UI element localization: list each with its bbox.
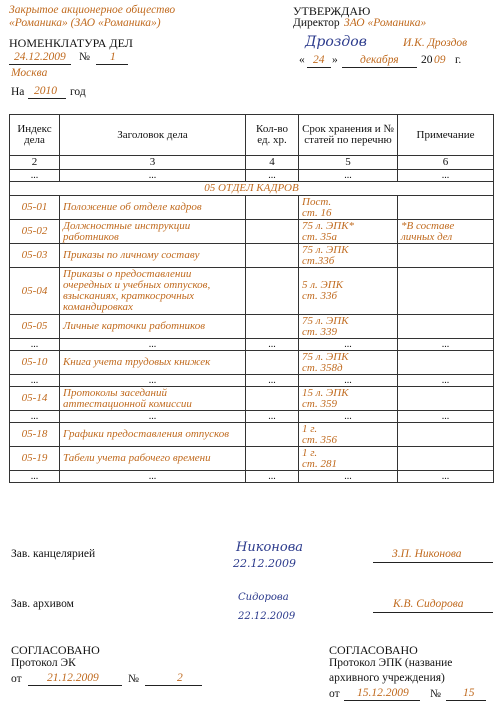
year-suffix: год — [70, 86, 86, 98]
section-row — [10, 182, 494, 196]
approve-year-unit: г. — [455, 54, 462, 66]
dots-cell: ... — [398, 339, 494, 351]
table-body — [10, 156, 494, 483]
doc-number-label: № — [79, 51, 90, 63]
case-note — [398, 423, 494, 447]
agreed-right-protocol-line2: архивного учреждения) — [329, 672, 445, 684]
case-index: 05-01 — [10, 196, 60, 220]
dots-cell: ... — [60, 411, 246, 423]
approve-month-line — [342, 67, 417, 68]
dots-cell: ... — [299, 170, 398, 182]
case-note — [398, 387, 494, 411]
dots-cell: ... — [60, 471, 246, 483]
year-line — [28, 98, 66, 99]
case-title: Личные карточки работников — [60, 315, 246, 339]
dots-cell: ... — [60, 375, 246, 387]
table-row — [10, 387, 494, 411]
approve-day-line — [307, 67, 331, 68]
doc-title: НОМЕНКЛАТУРА ДЕЛ — [9, 36, 133, 50]
case-count — [246, 447, 299, 471]
dots-row — [10, 170, 494, 182]
agreed-right-date-line — [344, 700, 420, 701]
dots-cell: ... — [299, 375, 398, 387]
archive-head-signature: Сидорова — [238, 592, 289, 603]
office-head-name: З.П. Никонова — [392, 548, 462, 560]
column-number: 2 — [10, 156, 60, 170]
director-name: И.К. Дроздов — [403, 37, 468, 49]
dots-cell: ... — [10, 471, 60, 483]
dots-cell: ... — [10, 411, 60, 423]
year-prefix: На — [11, 86, 25, 98]
agreed-right-from: от — [329, 688, 340, 700]
case-count — [246, 244, 299, 268]
agreed-left-no-label: № — [128, 673, 139, 685]
office-head-label: Зав. канцелярией — [11, 548, 96, 560]
doc-city: Москва — [11, 67, 48, 79]
agreed-left-title: СОГЛАСОВАНО — [11, 643, 100, 657]
case-count — [246, 423, 299, 447]
case-term: Пост. ст. 16 — [299, 196, 398, 220]
case-term: 75 л. ЭПК* ст. 35а — [299, 220, 398, 244]
dots-row — [10, 411, 494, 423]
case-index: 05-18 — [10, 423, 60, 447]
director-signature: Дроздов — [305, 34, 367, 50]
case-term: 75 л. ЭПК ст.33б — [299, 244, 398, 268]
case-term: 75 л. ЭПК ст. 339 — [299, 315, 398, 339]
dots-row — [10, 375, 494, 387]
approve-month: декабря — [360, 54, 399, 66]
case-title: Книга учета трудовых книжек — [60, 351, 246, 375]
case-count — [246, 387, 299, 411]
dots-cell: ... — [299, 471, 398, 483]
approve-date-quote-open: « — [299, 54, 305, 66]
case-title: Приказы по личному составу — [60, 244, 246, 268]
case-title: Приказы о предоставлении очередных и учебных отпусков, взысканиях, краткосрочных командировках — [60, 268, 246, 315]
dots-cell: ... — [398, 471, 494, 483]
header-title: Заголовок дела — [60, 115, 246, 156]
case-term: 1 г. ст. 281 — [299, 447, 398, 471]
table-row — [10, 220, 494, 244]
table-header-row — [10, 115, 494, 156]
doc-date: 24.12.2009 — [14, 51, 66, 63]
dots-cell: ... — [299, 339, 398, 351]
case-term: 75 л. ЭПК ст. 358д — [299, 351, 398, 375]
table-row — [10, 447, 494, 471]
section-title: 05 ОТДЕЛ КАДРОВ — [10, 182, 494, 196]
case-note — [398, 268, 494, 315]
dots-cell: ... — [246, 375, 299, 387]
case-index: 05-19 — [10, 447, 60, 471]
dots-cell: ... — [398, 375, 494, 387]
agreed-right-no-line — [446, 700, 486, 701]
case-index: 05-03 — [10, 244, 60, 268]
column-number: 3 — [60, 156, 246, 170]
agreed-left-no: 2 — [177, 672, 183, 684]
case-title: Протоколы заседаний аттестационной комиссии — [60, 387, 246, 411]
case-note — [398, 447, 494, 471]
dots-row — [10, 339, 494, 351]
agreed-right-no: 15 — [463, 687, 475, 699]
agreed-left-no-line — [145, 685, 202, 686]
doc-number: 1 — [110, 51, 116, 63]
dots-cell: ... — [246, 411, 299, 423]
doc-number-line — [96, 64, 128, 65]
case-note — [398, 244, 494, 268]
case-count — [246, 351, 299, 375]
case-term: 15 л. ЭПК ст. 359 — [299, 387, 398, 411]
table-row — [10, 244, 494, 268]
dots-cell: ... — [10, 375, 60, 387]
case-index: 05-10 — [10, 351, 60, 375]
org-name-line2: «Романика» (ЗАО «Романика») — [9, 17, 161, 29]
column-numbers-row — [10, 156, 494, 170]
case-index: 05-04 — [10, 268, 60, 315]
case-note — [398, 196, 494, 220]
dots-row — [10, 471, 494, 483]
case-term: 5 л. ЭПК ст. 33б — [299, 268, 398, 315]
approve-director-org: ЗАО «Романика» — [344, 17, 427, 29]
nomenclature-table — [9, 114, 494, 483]
dots-cell: ... — [246, 471, 299, 483]
case-title: Положение об отделе кадров — [60, 196, 246, 220]
case-note — [398, 315, 494, 339]
dots-cell: ... — [60, 339, 246, 351]
agreed-right-date: 15.12.2009 — [357, 687, 409, 699]
doc-date-line — [9, 64, 71, 65]
header-index: Индекс дела — [10, 115, 60, 156]
case-title: Табели учета рабочего времени — [60, 447, 246, 471]
case-note — [398, 351, 494, 375]
approve-year-prefix: 20 — [421, 54, 433, 66]
agreed-right-no-label: № — [430, 688, 441, 700]
table-row — [10, 423, 494, 447]
case-index: 05-14 — [10, 387, 60, 411]
header-term: Срок хранения и № статей по перечню — [299, 115, 398, 156]
dots-cell: ... — [299, 411, 398, 423]
case-note: *В составе личных дел — [398, 220, 494, 244]
approve-director-label: Директор — [293, 17, 340, 29]
dots-cell: ... — [10, 170, 60, 182]
case-count — [246, 268, 299, 315]
approve-date-quote-close: » — [332, 54, 338, 66]
column-number: 5 — [299, 156, 398, 170]
dots-cell: ... — [60, 170, 246, 182]
case-index: 05-05 — [10, 315, 60, 339]
agreed-right-title: СОГЛАСОВАНО — [329, 643, 418, 657]
org-name-line1: Закрытое акционерное общество — [9, 4, 176, 16]
table-row — [10, 351, 494, 375]
approve-year: 09 — [434, 54, 446, 66]
case-title: Должностные инструкции работников — [60, 220, 246, 244]
agreed-left-protocol: Протокол ЭК — [11, 657, 76, 669]
approve-title: УТВЕРЖДАЮ — [293, 4, 371, 18]
case-term: 1 г. ст. 356 — [299, 423, 398, 447]
case-count — [246, 220, 299, 244]
column-number: 4 — [246, 156, 299, 170]
approve-day: 24 — [313, 54, 325, 66]
case-count — [246, 196, 299, 220]
table-row — [10, 196, 494, 220]
dots-cell: ... — [246, 339, 299, 351]
archive-head-line — [373, 612, 493, 613]
agreed-left-date-line — [28, 685, 122, 686]
agreed-left-from: от — [11, 673, 22, 685]
case-count — [246, 315, 299, 339]
year-value: 2010 — [34, 85, 57, 97]
archive-head-label: Зав. архивом — [11, 598, 74, 610]
header-note: Примечание — [398, 115, 494, 156]
table-row — [10, 315, 494, 339]
column-number: 6 — [398, 156, 494, 170]
archive-head-date: 22.12.2009 — [238, 611, 296, 622]
office-head-date: 22.12.2009 — [233, 557, 296, 570]
agreed-right-protocol-line1: Протокол ЭПК (название — [329, 657, 453, 669]
table-row — [10, 268, 494, 315]
office-head-line — [373, 562, 493, 563]
case-index: 05-02 — [10, 220, 60, 244]
office-head-signature: Никонова — [236, 540, 304, 555]
agreed-left-date: 21.12.2009 — [47, 672, 99, 684]
header-count: Кол-во ед. хр. — [246, 115, 299, 156]
dots-cell: ... — [398, 411, 494, 423]
archive-head-name: К.В. Сидорова — [393, 598, 464, 610]
dots-cell: ... — [398, 170, 494, 182]
dots-cell: ... — [10, 339, 60, 351]
dots-cell: ... — [246, 170, 299, 182]
case-title: Графики предоставления отпусков — [60, 423, 246, 447]
